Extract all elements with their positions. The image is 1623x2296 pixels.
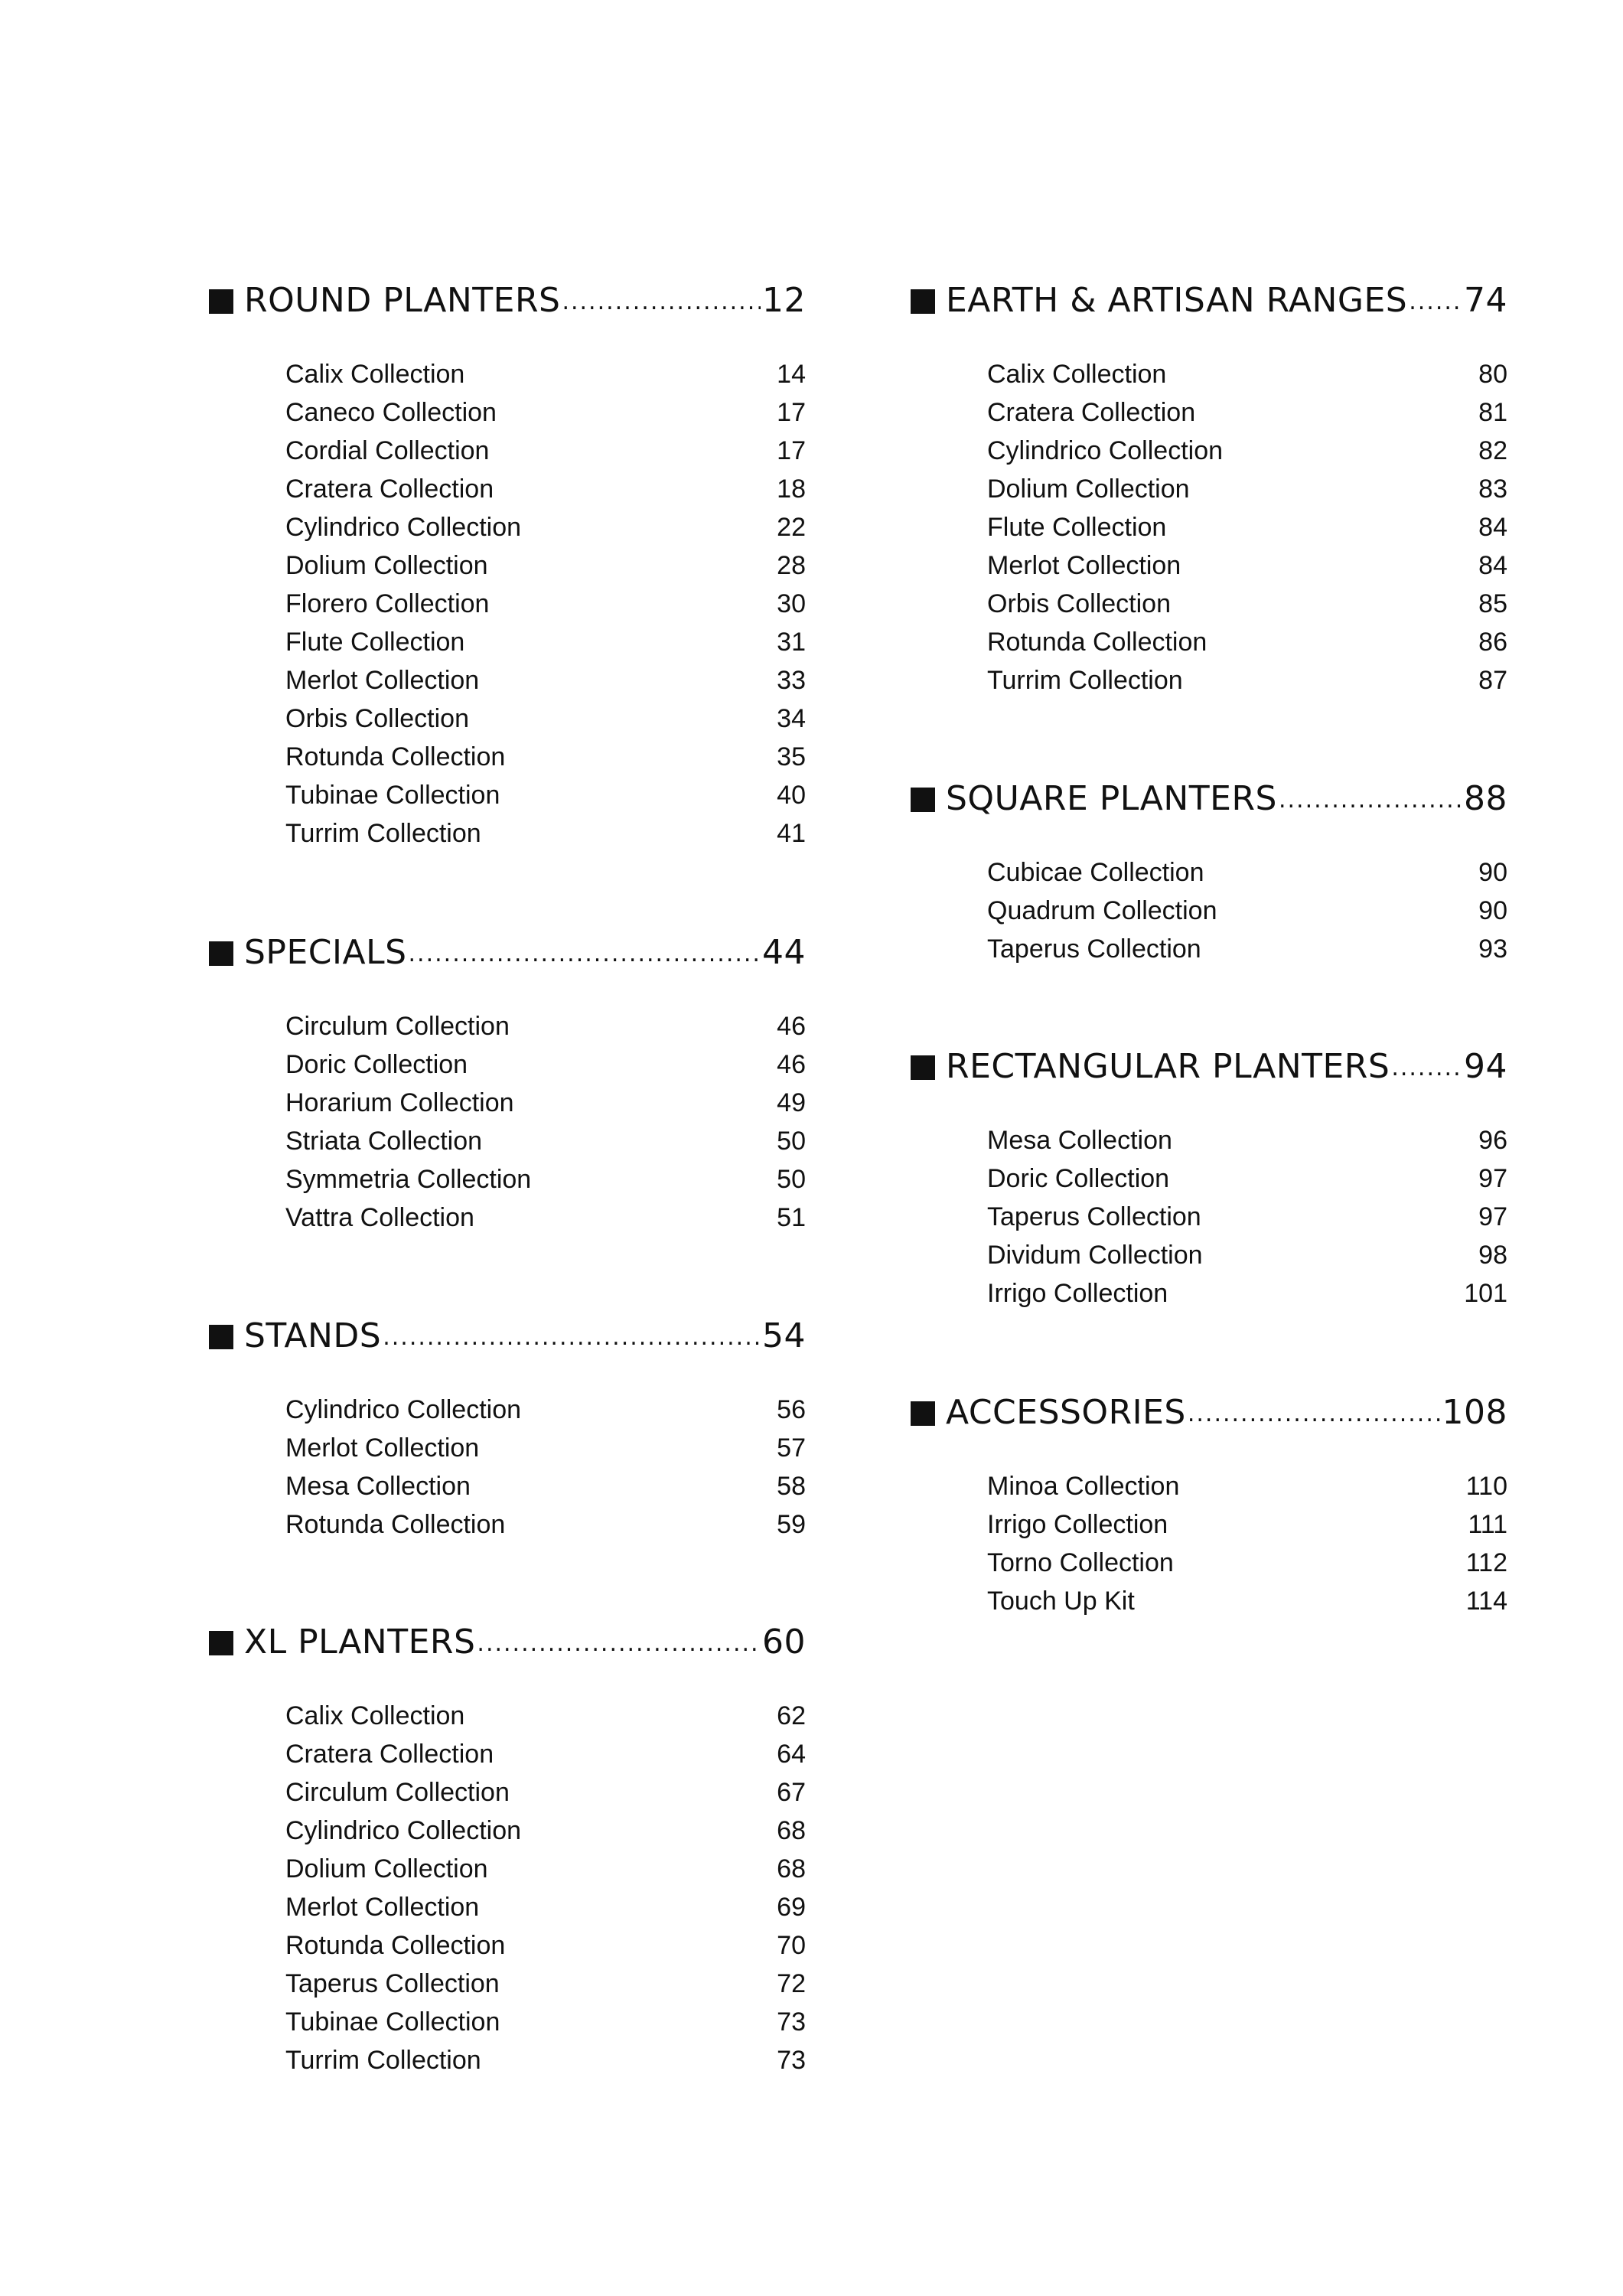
entry-name: Irrigo Collection	[987, 1279, 1168, 1308]
toc-entry[interactable]	[987, 585, 1507, 623]
entry-page-number: 81	[1478, 398, 1507, 427]
square-bullet-icon	[209, 289, 233, 314]
entry-name: Orbis Collection	[285, 704, 469, 733]
section-page-number: 108	[1442, 1393, 1507, 1432]
entry-name: Caneco Collection	[285, 398, 497, 427]
section-title: EARTH & ARTISAN RANGES	[946, 281, 1408, 320]
entry-name: Turrim Collection	[285, 819, 481, 848]
square-bullet-icon	[209, 941, 233, 966]
section-header[interactable]	[209, 277, 806, 320]
entry-name: Horarium Collection	[285, 1088, 514, 1117]
toc-entry[interactable]	[987, 1505, 1507, 1544]
section-header[interactable]	[911, 1043, 1507, 1086]
entry-list	[987, 355, 1507, 700]
section-header[interactable]	[209, 1313, 806, 1355]
toc-entry[interactable]	[285, 1429, 806, 1467]
entry-list	[987, 1467, 1507, 1620]
toc-entry[interactable]	[285, 1735, 806, 1773]
entry-name: Turrim Collection	[987, 666, 1183, 695]
section-page-number: 74	[1464, 281, 1507, 320]
entry-page-number: 18	[777, 475, 806, 504]
entry-name: Cylindrico Collection	[987, 436, 1224, 465]
entry-name: Taperus Collection	[987, 934, 1201, 964]
entry-page-number: 84	[1478, 513, 1507, 542]
entry-name: Touch Up Kit	[987, 1587, 1135, 1616]
entry-name: Flute Collection	[285, 628, 465, 657]
toc-entry[interactable]	[285, 700, 806, 738]
toc-entry[interactable]	[285, 1773, 806, 1812]
entry-page-number: 67	[777, 1778, 806, 1807]
toc-entry[interactable]	[285, 1965, 806, 2003]
entry-page-number: 111	[1468, 1510, 1507, 1539]
square-bullet-icon	[911, 289, 935, 314]
entry-page-number: 97	[1478, 1202, 1507, 1231]
leader-dots	[1279, 787, 1462, 814]
entry-page-number: 46	[777, 1012, 806, 1041]
toc-entry[interactable]	[987, 1159, 1507, 1198]
section-header[interactable]	[911, 1389, 1507, 1432]
entry-page-number: 114	[1465, 1587, 1507, 1616]
toc-entry[interactable]	[987, 892, 1507, 930]
toc-entry[interactable]	[987, 1582, 1507, 1620]
toc-entry[interactable]	[987, 930, 1507, 968]
section-title: RECTANGULAR PLANTERS	[946, 1047, 1390, 1086]
entry-page-number: 84	[1478, 551, 1507, 580]
entry-name: Cubicae Collection	[987, 858, 1204, 887]
entry-name: Orbis Collection	[987, 589, 1171, 618]
entry-page-number: 90	[1478, 858, 1507, 887]
toc-entry[interactable]	[285, 1850, 806, 1888]
entry-page-number: 68	[777, 1854, 806, 1883]
toc-entry[interactable]	[285, 1697, 806, 1735]
entry-name: Doric Collection	[987, 1164, 1170, 1193]
entry-page-number: 68	[777, 1816, 806, 1845]
entry-name: Tubinae Collection	[285, 781, 500, 810]
toc-section	[209, 1313, 806, 1539]
entry-page-number: 62	[777, 1701, 806, 1730]
entry-list	[285, 1007, 806, 1237]
entry-list	[285, 1391, 806, 1544]
entry-name: Merlot Collection	[987, 551, 1181, 580]
entry-page-number: 34	[777, 704, 806, 733]
toc-entry[interactable]	[987, 1544, 1507, 1582]
entry-page-number: 35	[777, 742, 806, 771]
toc-entry[interactable]	[987, 1121, 1507, 1159]
entry-page-number: 41	[777, 819, 806, 848]
entry-name: Dolium Collection	[285, 551, 488, 580]
entry-page-number: 86	[1478, 628, 1507, 657]
toc-entry[interactable]	[987, 393, 1507, 432]
toc-section	[911, 1389, 1507, 1616]
entry-name: Cylindrico Collection	[285, 1395, 522, 1424]
entry-name: Dolium Collection	[987, 475, 1190, 504]
section-header[interactable]	[911, 277, 1507, 320]
toc-entry[interactable]	[285, 1812, 806, 1850]
toc-section	[209, 277, 806, 848]
toc-entry[interactable]	[987, 623, 1507, 661]
square-bullet-icon	[911, 1401, 935, 1426]
section-page-number: 54	[762, 1316, 806, 1355]
toc-entry[interactable]	[987, 546, 1507, 585]
entry-page-number: 87	[1478, 666, 1507, 695]
entry-name: Merlot Collection	[285, 666, 480, 695]
entry-page-number: 22	[777, 513, 806, 542]
entry-page-number: 101	[1464, 1279, 1507, 1308]
entry-page-number: 17	[777, 436, 806, 465]
entry-name: Mesa Collection	[285, 1472, 471, 1501]
toc-entry[interactable]	[285, 623, 806, 661]
entry-page-number: 90	[1478, 896, 1507, 925]
entry-page-number: 73	[777, 2046, 806, 2075]
toc-entry[interactable]	[285, 546, 806, 585]
entry-name: Merlot Collection	[285, 1893, 480, 1922]
entry-page-number: 98	[1478, 1241, 1507, 1270]
toc-entry[interactable]	[285, 1007, 806, 1045]
section-title: ROUND PLANTERS	[244, 281, 561, 320]
toc-entry[interactable]	[285, 738, 806, 776]
entry-name: Merlot Collection	[285, 1433, 480, 1463]
toc-entry[interactable]	[285, 2003, 806, 2041]
entry-name: Cratera Collection	[285, 475, 494, 504]
entry-page-number: 14	[777, 360, 806, 389]
toc-entry[interactable]	[285, 1888, 806, 1926]
square-bullet-icon	[911, 1055, 935, 1080]
leader-dots	[383, 1324, 761, 1351]
toc-entry[interactable]	[285, 1467, 806, 1505]
entry-page-number: 57	[777, 1433, 806, 1463]
entry-page-number: 82	[1478, 436, 1507, 465]
entry-list	[285, 355, 806, 853]
section-title: ACCESSORIES	[946, 1393, 1186, 1432]
toc-entry[interactable]	[285, 1505, 806, 1544]
toc-entry[interactable]	[285, 1122, 806, 1160]
entry-page-number: 58	[777, 1472, 806, 1501]
toc-entry[interactable]	[285, 661, 806, 700]
toc-entry[interactable]	[285, 393, 806, 432]
toc-entry[interactable]	[285, 432, 806, 470]
entry-name: Cratera Collection	[987, 398, 1196, 427]
section-title: SPECIALS	[244, 933, 407, 972]
toc-section	[911, 277, 1507, 695]
section-page-number: 94	[1464, 1047, 1507, 1086]
section-header[interactable]	[911, 775, 1507, 818]
toc-entry[interactable]	[285, 585, 806, 623]
entry-page-number: 50	[777, 1165, 806, 1194]
entry-name: Symmetria Collection	[285, 1165, 532, 1194]
entry-page-number: 51	[777, 1203, 806, 1232]
entry-name: Rotunda Collection	[285, 1510, 506, 1539]
entry-name: Cylindrico Collection	[285, 1816, 522, 1845]
leader-dots	[409, 941, 761, 967]
toc-entry[interactable]	[285, 1926, 806, 1965]
toc-entry[interactable]	[285, 355, 806, 393]
entry-page-number: 93	[1478, 934, 1507, 964]
entry-page-number: 72	[777, 1969, 806, 1998]
entry-name: Circulum Collection	[285, 1778, 510, 1807]
toc-entry[interactable]	[987, 470, 1507, 508]
entry-page-number: 64	[777, 1740, 806, 1769]
leader-dots	[1409, 289, 1462, 315]
entry-name: Flute Collection	[987, 513, 1167, 542]
toc-entry[interactable]	[987, 661, 1507, 700]
entry-name: Calix Collection	[987, 360, 1167, 389]
entry-name: Cordial Collection	[285, 436, 490, 465]
entry-page-number: 30	[777, 589, 806, 618]
entry-name: Calix Collection	[285, 1701, 465, 1730]
section-page-number: 44	[762, 933, 806, 972]
toc-section	[911, 1043, 1507, 1308]
entry-name: Vattra Collection	[285, 1203, 474, 1232]
leader-dots	[477, 1630, 761, 1657]
entry-name: Striata Collection	[285, 1127, 483, 1156]
square-bullet-icon	[911, 788, 935, 812]
entry-page-number: 50	[777, 1127, 806, 1156]
entry-name: Torno Collection	[987, 1548, 1174, 1577]
toc-entry[interactable]	[285, 1391, 806, 1429]
toc-entry[interactable]	[285, 2041, 806, 2079]
entry-page-number: 59	[777, 1510, 806, 1539]
entry-name: Florero Collection	[285, 589, 490, 618]
entry-name: Dolium Collection	[285, 1854, 488, 1883]
entry-name: Calix Collection	[285, 360, 465, 389]
entry-page-number: 46	[777, 1050, 806, 1079]
square-bullet-icon	[209, 1631, 233, 1655]
entry-name: Mesa Collection	[987, 1126, 1172, 1155]
entry-page-number: 83	[1478, 475, 1507, 504]
leader-dots	[1188, 1401, 1441, 1427]
entry-page-number: 28	[777, 551, 806, 580]
entry-name: Taperus Collection	[285, 1969, 500, 1998]
entry-page-number: 80	[1478, 360, 1507, 389]
toc-entry[interactable]	[285, 1199, 806, 1237]
toc-entry[interactable]	[285, 470, 806, 508]
entry-name: Taperus Collection	[987, 1202, 1201, 1231]
toc-entry[interactable]	[987, 853, 1507, 892]
toc-entry[interactable]	[987, 1467, 1507, 1505]
toc-entry[interactable]	[987, 1274, 1507, 1313]
toc-entry[interactable]	[285, 1160, 806, 1199]
entry-page-number: 70	[777, 1931, 806, 1960]
toc-section	[911, 775, 1507, 964]
toc-entry[interactable]	[285, 1084, 806, 1122]
square-bullet-icon	[209, 1325, 233, 1349]
entry-page-number: 73	[777, 2007, 806, 2037]
section-title: STANDS	[244, 1316, 382, 1355]
entry-name: Rotunda Collection	[285, 1931, 506, 1960]
leader-dots	[562, 289, 761, 315]
entry-page-number: 97	[1478, 1164, 1507, 1193]
toc-entry[interactable]	[285, 1045, 806, 1084]
entry-list	[987, 1121, 1507, 1313]
entry-name: Cylindrico Collection	[285, 513, 522, 542]
toc-entry[interactable]	[285, 508, 806, 546]
entry-page-number: 31	[777, 628, 806, 657]
entry-name: Rotunda Collection	[987, 628, 1207, 657]
entry-page-number: 110	[1465, 1472, 1507, 1501]
entry-page-number: 85	[1478, 589, 1507, 618]
section-page-number: 12	[762, 281, 806, 320]
entry-list	[987, 853, 1507, 968]
leader-dots	[1391, 1055, 1462, 1081]
section-title: SQUARE PLANTERS	[946, 779, 1277, 818]
section-page-number: 60	[762, 1623, 806, 1662]
toc-section	[209, 1619, 806, 2075]
entry-page-number: 96	[1478, 1126, 1507, 1155]
toc-entry[interactable]	[987, 1198, 1507, 1236]
entry-name: Dividum Collection	[987, 1241, 1203, 1270]
toc-entry[interactable]	[987, 1236, 1507, 1274]
section-page-number: 88	[1464, 779, 1507, 818]
entry-name: Cratera Collection	[285, 1740, 494, 1769]
entry-name: Circulum Collection	[285, 1012, 510, 1041]
section-header[interactable]	[209, 929, 806, 972]
entry-name: Doric Collection	[285, 1050, 468, 1079]
entry-page-number: 112	[1465, 1548, 1507, 1577]
toc-section	[209, 929, 806, 1232]
toc-entry[interactable]	[285, 814, 806, 853]
entry-name: Tubinae Collection	[285, 2007, 500, 2037]
toc-entry[interactable]	[285, 776, 806, 814]
toc-entry[interactable]	[987, 355, 1507, 393]
section-header[interactable]	[209, 1619, 806, 1662]
entry-page-number: 17	[777, 398, 806, 427]
entry-name: Irrigo Collection	[987, 1510, 1168, 1539]
entry-page-number: 49	[777, 1088, 806, 1117]
entry-name: Minoa Collection	[987, 1472, 1180, 1501]
entry-page-number: 33	[777, 666, 806, 695]
entry-name: Quadrum Collection	[987, 896, 1217, 925]
entry-name: Rotunda Collection	[285, 742, 506, 771]
section-title: XL PLANTERS	[244, 1623, 476, 1662]
entry-page-number: 69	[777, 1893, 806, 1922]
toc-entry[interactable]	[987, 432, 1507, 470]
entry-page-number: 40	[777, 781, 806, 810]
entry-list	[285, 1697, 806, 2079]
entry-name: Turrim Collection	[285, 2046, 481, 2075]
toc-entry[interactable]	[987, 508, 1507, 546]
entry-page-number: 56	[777, 1395, 806, 1424]
